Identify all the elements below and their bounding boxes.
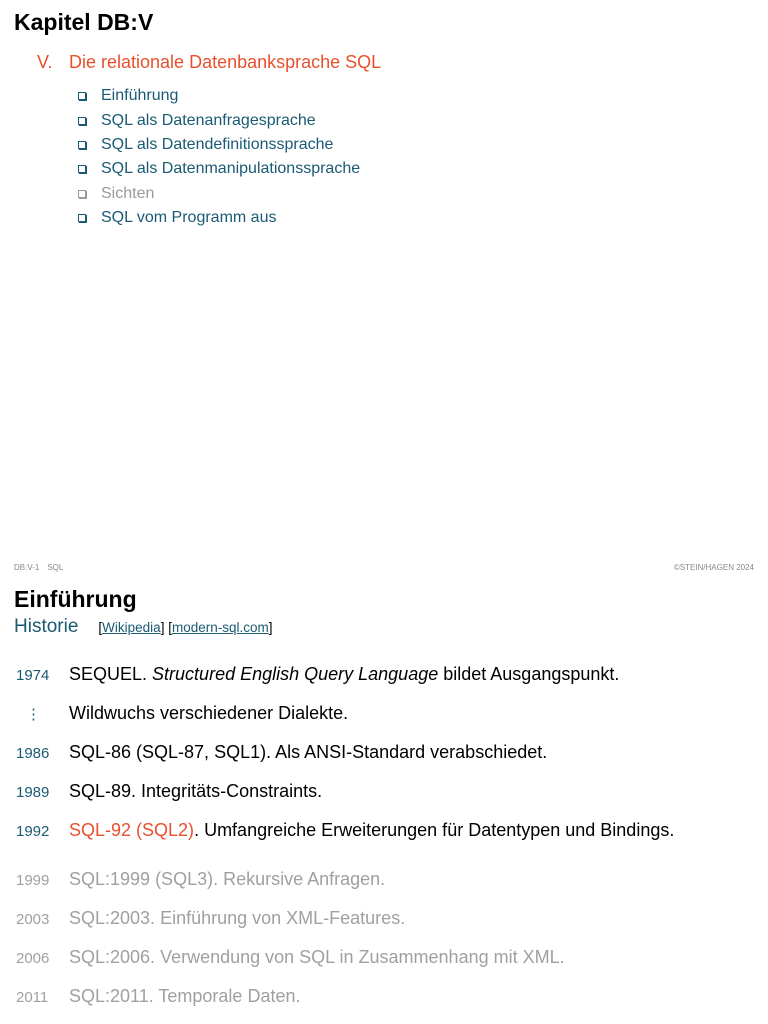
history-item	[0, 742, 547, 763]
history-year: 2011	[16, 989, 49, 1006]
toc-item-label: Sichten	[101, 184, 155, 202]
history-text: Wildwuchs verschiedener Dialekte.	[69, 703, 349, 723]
square-bullet-icon	[78, 141, 86, 149]
toc-item-datenanfragesprache[interactable]	[78, 108, 360, 132]
toc-item-sichten	[78, 182, 360, 206]
history-year: 1989	[16, 784, 50, 801]
history-item	[0, 664, 619, 685]
toc-item-label: SQL als Datenanfragesprache	[101, 111, 316, 129]
slide-introduction	[0, 576, 768, 1024]
slide-topic: SQL	[47, 563, 64, 572]
toc-item-datenmanipulationssprache[interactable]	[78, 157, 360, 181]
history-text: SQL:2006. Verwendung von SQL in Zusammenhang mit XML.	[69, 947, 565, 967]
wikipedia-link[interactable]: Wikipedia	[102, 620, 161, 635]
chapter-heading	[37, 52, 381, 73]
history-text: SQL-92 (SQL2). Umfangreiche Erweiterungen für Datentypen und Bindings.	[69, 820, 675, 840]
history-item	[0, 908, 405, 929]
history-year: 1986	[16, 745, 50, 762]
history-item	[0, 781, 322, 802]
toc-item-einfuehrung[interactable]	[78, 84, 360, 108]
modern-sql-link[interactable]: modern-sql.com	[171, 620, 269, 635]
chapter-number: V.	[37, 52, 53, 72]
history-year: 1992	[16, 823, 50, 840]
copyright: ©STEIN/HAGEN 2024	[673, 563, 754, 572]
toc-item-datendefinitionssprache[interactable]	[78, 133, 360, 157]
square-bullet-icon	[78, 190, 86, 198]
square-bullet-icon	[78, 214, 86, 222]
history-text: SQL:2003. Einführung von XML-Features.	[69, 908, 406, 928]
toc-item-label: SQL vom Programm aus	[101, 209, 277, 227]
toc-item-label: Einführung	[101, 87, 179, 105]
subsection-heading	[14, 616, 273, 638]
chapter-title: Kapitel DB:V	[14, 9, 154, 35]
toc-item-label: SQL als Datenmanipulationssprache	[101, 160, 361, 178]
references: [Wikipedia] [modern-sql.com]	[98, 620, 273, 635]
history-item	[0, 986, 300, 1007]
square-bullet-icon	[78, 165, 86, 173]
ellipsis-icon: ⋮	[26, 706, 41, 723]
history-item	[0, 947, 565, 968]
history-text: SQL-89. Integritäts-Constraints.	[69, 781, 323, 801]
square-bullet-icon	[78, 92, 86, 100]
history-text: SQL:2011. Temporale Daten.	[69, 986, 301, 1006]
history-item	[0, 820, 674, 841]
square-bullet-icon	[78, 117, 86, 125]
slide-number: DB:V-1	[14, 563, 40, 572]
subsection-title: Historie	[14, 616, 79, 637]
history-item	[0, 869, 385, 890]
history-text: SQL:1999 (SQL3). Rekursive Anfragen.	[69, 869, 386, 889]
history-year: 1974	[16, 667, 50, 684]
history-year: 2006	[16, 950, 50, 967]
toc-item-programm[interactable]	[78, 206, 360, 230]
section-title: Einführung	[14, 586, 137, 612]
history-item	[0, 703, 348, 724]
history-text: SQL-86 (SQL-87, SQL1). Als ANSI-Standard verabschiedet.	[69, 742, 548, 762]
toc-item-label: SQL als Datendefinitionssprache	[101, 135, 334, 153]
slide-footer-id	[14, 563, 63, 572]
history-text: SEQUEL. Structured English Query Language bildet Ausgangspunkt.	[69, 664, 620, 684]
highlight-sql92: SQL-92 (SQL2)	[69, 820, 195, 840]
table-of-contents	[78, 84, 360, 230]
history-year: 1999	[16, 872, 50, 889]
chapter-name: Die relationale Datenbanksprache SQL	[69, 52, 382, 72]
history-year: 2003	[16, 911, 50, 928]
